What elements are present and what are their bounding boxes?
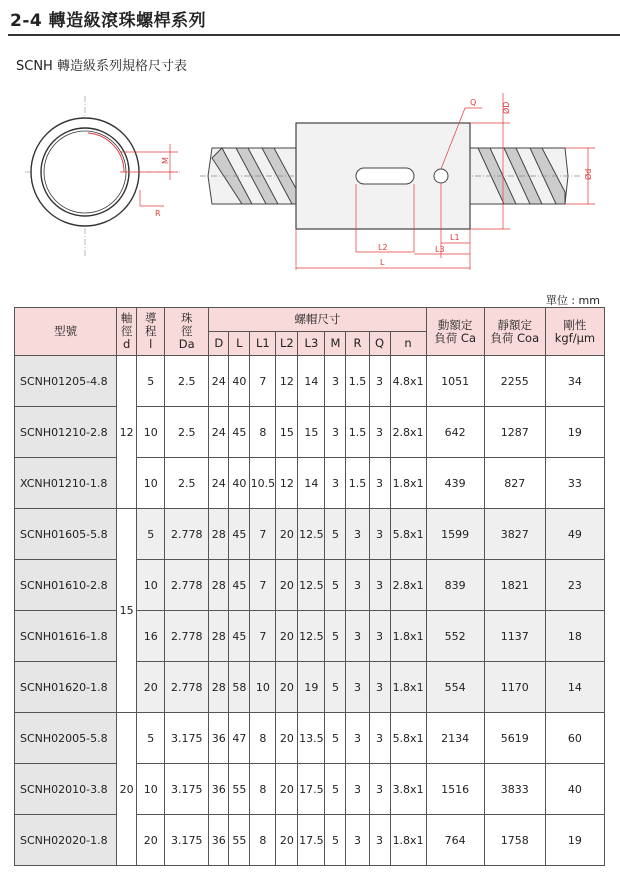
nut-l1-cell: 7 [250, 560, 276, 611]
side-view [200, 93, 595, 270]
nut-l-cell: 40 [229, 458, 250, 509]
header-col-d: D [209, 332, 229, 356]
nut-l2-cell: 20 [276, 713, 298, 764]
header-col-l2: L2 [276, 332, 298, 356]
nut-q-cell: 3 [369, 407, 390, 458]
header-col-q: Q [369, 332, 390, 356]
lead-cell: 10 [137, 560, 165, 611]
rigidity-cell: 23 [545, 560, 604, 611]
nut-l3-cell: 17.5 [298, 815, 325, 866]
static-load-cell: 3827 [484, 509, 545, 560]
nut-d-cell: 36 [209, 713, 229, 764]
nut-l1-cell: 10 [250, 662, 276, 713]
model-cell: SCNH02005-5.8 [15, 713, 117, 764]
nut-l3-cell: 13.5 [298, 713, 325, 764]
nut-l1-cell: 7 [250, 509, 276, 560]
nut-q-cell: 3 [369, 662, 390, 713]
ball-diameter-cell: 2.778 [165, 560, 209, 611]
shaft-diameter-cell: 12 [117, 356, 137, 509]
nut-d-cell: 28 [209, 611, 229, 662]
header-lead: 導 程 l [137, 308, 165, 356]
rigidity-cell: 33 [545, 458, 604, 509]
cross-section-view [25, 96, 180, 256]
ball-screw-diagram [0, 88, 620, 278]
table-row [15, 662, 605, 713]
nut-r-cell: 1.5 [346, 356, 369, 407]
rigidity-cell: 14 [545, 662, 604, 713]
nut-l1-cell: 10.5 [250, 458, 276, 509]
nut-n-cell: 2.8x1 [390, 407, 426, 458]
lead-cell: 20 [137, 815, 165, 866]
nut-r-cell: 3 [346, 815, 369, 866]
ball-diameter-cell: 2.5 [165, 458, 209, 509]
unit-note: 單位 : mm [545, 294, 600, 307]
model-cell: SCNH02020-1.8 [15, 815, 117, 866]
nut-l-cell: 45 [229, 509, 250, 560]
label-l2: L2 [378, 243, 388, 252]
static-load-cell: 1137 [484, 611, 545, 662]
nut-n-cell: 4.8x1 [390, 356, 426, 407]
nut-l2-cell: 20 [276, 662, 298, 713]
dynamic-load-cell: 439 [426, 458, 484, 509]
nut-q-cell: 3 [369, 458, 390, 509]
nut-m-cell: 5 [325, 713, 346, 764]
label-od: ØD [502, 101, 511, 114]
nut-n-cell: 1.8x1 [390, 611, 426, 662]
label-m: M [161, 157, 170, 164]
model-cell: SCNH01610-2.8 [15, 560, 117, 611]
nut-q-cell: 3 [369, 509, 390, 560]
nut-m-cell: 5 [325, 815, 346, 866]
nut-q-cell: 3 [369, 815, 390, 866]
header-dynamic-load: 動額定 負荷 Ca [426, 308, 484, 356]
nut-l1-cell: 7 [250, 611, 276, 662]
nut-r-cell: 1.5 [346, 458, 369, 509]
dynamic-load-cell: 764 [426, 815, 484, 866]
label-l3: L3 [435, 245, 445, 254]
nut-n-cell: 3.8x1 [390, 764, 426, 815]
dynamic-load-cell: 552 [426, 611, 484, 662]
nut-r-cell: 3 [346, 764, 369, 815]
nut-l1-cell: 8 [250, 407, 276, 458]
label-r: R [155, 209, 161, 218]
nut-l-cell: 47 [229, 713, 250, 764]
nut-l3-cell: 14 [298, 458, 325, 509]
header-nut-dimensions: 螺帽尺寸 [209, 308, 426, 332]
nut-r-cell: 3 [346, 662, 369, 713]
page-title: 2-4 轉造級滾珠螺桿系列 [10, 11, 207, 31]
ball-diameter-cell: 2.5 [165, 356, 209, 407]
ball-diameter-cell: 2.778 [165, 509, 209, 560]
dynamic-load-cell: 2134 [426, 713, 484, 764]
lead-cell: 10 [137, 458, 165, 509]
nut-l2-cell: 20 [276, 560, 298, 611]
nut-l-cell: 45 [229, 611, 250, 662]
nut-n-cell: 5.8x1 [390, 509, 426, 560]
nut-l3-cell: 12.5 [298, 560, 325, 611]
nut-l3-cell: 12.5 [298, 611, 325, 662]
header-col-l: L [229, 332, 250, 356]
nut-l2-cell: 20 [276, 611, 298, 662]
nut-d-cell: 24 [209, 356, 229, 407]
nut-r-cell: 3 [346, 560, 369, 611]
table-row [15, 407, 605, 458]
header-col-m: M [325, 332, 346, 356]
ball-diameter-cell: 3.175 [165, 713, 209, 764]
nut-l3-cell: 19 [298, 662, 325, 713]
rigidity-cell: 19 [545, 407, 604, 458]
table-row [15, 713, 605, 764]
nut-m-cell: 5 [325, 560, 346, 611]
dynamic-load-cell: 839 [426, 560, 484, 611]
nut-m-cell: 5 [325, 509, 346, 560]
nut-d-cell: 28 [209, 662, 229, 713]
nut-q-cell: 3 [369, 560, 390, 611]
dynamic-load-cell: 1516 [426, 764, 484, 815]
table-row [15, 509, 605, 560]
table-row [15, 560, 605, 611]
table-header [15, 308, 605, 356]
header-rigidity: 剛性 kgf/μm [545, 308, 604, 356]
ball-diameter-cell: 2.5 [165, 407, 209, 458]
nut-d-cell: 36 [209, 815, 229, 866]
nut-r-cell: 1.5 [346, 407, 369, 458]
header-ball-diameter: 珠 徑 Da [165, 308, 209, 356]
nut-m-cell: 3 [325, 407, 346, 458]
nut-d-cell: 24 [209, 458, 229, 509]
static-load-cell: 1758 [484, 815, 545, 866]
title-rule [8, 34, 620, 36]
header-shaft-diameter: 軸 徑 d [117, 308, 137, 356]
nut-l2-cell: 20 [276, 764, 298, 815]
model-cell: SCNH02010-3.8 [15, 764, 117, 815]
rigidity-cell: 49 [545, 509, 604, 560]
label-d: Ød [584, 168, 593, 180]
nut-l3-cell: 14 [298, 356, 325, 407]
table-row [15, 764, 605, 815]
nut-n-cell: 1.8x1 [390, 662, 426, 713]
nut-n-cell: 5.8x1 [390, 713, 426, 764]
nut-l2-cell: 12 [276, 458, 298, 509]
nut-l-cell: 58 [229, 662, 250, 713]
static-load-cell: 2255 [484, 356, 545, 407]
nut-r-cell: 3 [346, 713, 369, 764]
shaft-diameter-cell: 15 [117, 509, 137, 713]
nut-l2-cell: 20 [276, 815, 298, 866]
nut-l-cell: 55 [229, 815, 250, 866]
dynamic-load-cell: 642 [426, 407, 484, 458]
header-col-n: n [390, 332, 426, 356]
lead-cell: 20 [137, 662, 165, 713]
label-l1: L1 [450, 233, 460, 242]
nut-d-cell: 24 [209, 407, 229, 458]
nut-l1-cell: 8 [250, 713, 276, 764]
lead-cell: 5 [137, 509, 165, 560]
static-load-cell: 5619 [484, 713, 545, 764]
header-col-l3: L3 [298, 332, 325, 356]
nut-l3-cell: 17.5 [298, 764, 325, 815]
nut-l-cell: 45 [229, 407, 250, 458]
label-l: L [380, 258, 385, 267]
nut-d-cell: 28 [209, 509, 229, 560]
nut-l-cell: 45 [229, 560, 250, 611]
nut-m-cell: 3 [325, 356, 346, 407]
nut-n-cell: 2.8x1 [390, 560, 426, 611]
rigidity-cell: 18 [545, 611, 604, 662]
nut-q-cell: 3 [369, 713, 390, 764]
model-cell: SCNH01620-1.8 [15, 662, 117, 713]
nut-l-cell: 40 [229, 356, 250, 407]
model-cell: SCNH01605-5.8 [15, 509, 117, 560]
rigidity-cell: 40 [545, 764, 604, 815]
nut-m-cell: 3 [325, 458, 346, 509]
dynamic-load-cell: 1599 [426, 509, 484, 560]
model-cell: XCNH01210-1.8 [15, 458, 117, 509]
nut-r-cell: 3 [346, 509, 369, 560]
model-cell: SCNH01205-4.8 [15, 356, 117, 407]
dynamic-load-cell: 554 [426, 662, 484, 713]
table-row [15, 611, 605, 662]
nut-l2-cell: 20 [276, 509, 298, 560]
header-col-l1: L1 [250, 332, 276, 356]
table-row [15, 815, 605, 866]
nut-m-cell: 5 [325, 662, 346, 713]
static-load-cell: 3833 [484, 764, 545, 815]
rigidity-cell: 34 [545, 356, 604, 407]
nut-l3-cell: 15 [298, 407, 325, 458]
rigidity-cell: 60 [545, 713, 604, 764]
nut-q-cell: 3 [369, 356, 390, 407]
dynamic-load-cell: 1051 [426, 356, 484, 407]
ball-diameter-cell: 2.778 [165, 611, 209, 662]
static-load-cell: 1287 [484, 407, 545, 458]
nut-l2-cell: 12 [276, 356, 298, 407]
table-body [15, 356, 605, 866]
header-static-load: 靜額定 負荷 Coa [484, 308, 545, 356]
lead-cell: 5 [137, 713, 165, 764]
nut-d-cell: 36 [209, 764, 229, 815]
static-load-cell: 827 [484, 458, 545, 509]
lead-cell: 5 [137, 356, 165, 407]
rigidity-cell: 19 [545, 815, 604, 866]
page-subtitle: SCNH 轉造級系列規格尺寸表 [16, 59, 187, 74]
label-q: Q [470, 98, 477, 107]
lead-cell: 10 [137, 407, 165, 458]
nut-d-cell: 28 [209, 560, 229, 611]
shaft-diameter-cell: 20 [117, 713, 137, 866]
table-row [15, 356, 605, 407]
nut-n-cell: 1.8x1 [390, 458, 426, 509]
nut-m-cell: 5 [325, 611, 346, 662]
nut-l3-cell: 12.5 [298, 509, 325, 560]
ball-diameter-cell: 2.778 [165, 662, 209, 713]
static-load-cell: 1821 [484, 560, 545, 611]
spec-table [14, 307, 605, 866]
header-col-r: R [346, 332, 369, 356]
nut-m-cell: 5 [325, 764, 346, 815]
nut-r-cell: 3 [346, 611, 369, 662]
lead-cell: 10 [137, 764, 165, 815]
model-cell: SCNH01616-1.8 [15, 611, 117, 662]
model-cell: SCNH01210-2.8 [15, 407, 117, 458]
header-model: 型號 [15, 308, 117, 356]
nut-l2-cell: 15 [276, 407, 298, 458]
nut-q-cell: 3 [369, 611, 390, 662]
ball-diameter-cell: 3.175 [165, 815, 209, 866]
nut-n-cell: 1.8x1 [390, 815, 426, 866]
nut-q-cell: 3 [369, 764, 390, 815]
table-row [15, 458, 605, 509]
nut-l1-cell: 8 [250, 815, 276, 866]
static-load-cell: 1170 [484, 662, 545, 713]
lead-cell: 16 [137, 611, 165, 662]
nut-l-cell: 55 [229, 764, 250, 815]
nut-l1-cell: 8 [250, 764, 276, 815]
ball-diameter-cell: 3.175 [165, 764, 209, 815]
nut-l1-cell: 7 [250, 356, 276, 407]
